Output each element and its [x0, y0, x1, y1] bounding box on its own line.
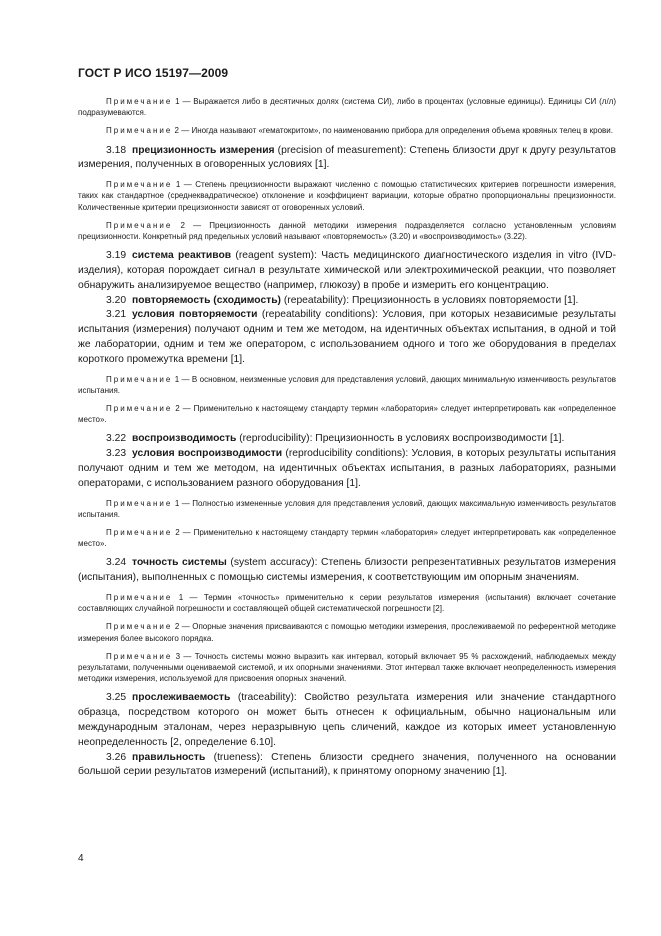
note-text: 2 — Иногда называют «гематокритом», по наименованию прибора для определения объема кровяных телец в крови.: [174, 126, 613, 136]
term-name: повторяемость (сходимость): [132, 294, 281, 306]
note-text: 1 — Степень прецизионности выражают численно с помощью статистических критериев погрешности измерения, таких как стандартное (среднеквадратическое) отклонение и коэффициент вариации, которые обратно пропорциональны прецизионности. Количественные критерии прецизионности зависят от оговоренных условий.: [78, 180, 616, 212]
note: [78, 125, 616, 136]
term-name: прослеживаемость: [132, 692, 231, 704]
note-label: Примечание: [106, 651, 173, 661]
term-name: прецизионность измерения: [132, 144, 275, 156]
term-number: 3.20: [106, 294, 127, 306]
note-label: Примечание: [106, 220, 173, 230]
term-definition: [78, 432, 616, 447]
term-definition: [78, 447, 616, 491]
note-label: Примечание: [106, 593, 173, 602]
term-name: воспроизводимость: [132, 433, 237, 445]
term-number: 3.24: [106, 557, 127, 569]
term-text: (reproducibility conditions): Условия, в которых результаты испытания получают одним и тем же методом, на идентичных объектах испытания, в разных лабораториях, разными операторами, с использованием разного оборудования [1].: [78, 448, 616, 489]
note-text: 2 — Применительно к настоящему стандарту термин «лаборатория» следует интерпретировать как «определенное место».: [78, 528, 616, 549]
term-definition: [78, 249, 616, 293]
term-definition: [78, 691, 616, 750]
term-text: (trueness): Степень близости среднего значения, полученного на основании большой серии результатов измерений (испытаний), к принятому опорному значению [1].: [78, 751, 616, 778]
term-name: система реактивов: [132, 250, 232, 262]
note: [78, 621, 616, 643]
term-number: 3.22: [106, 433, 127, 445]
note: [78, 498, 616, 520]
term-number: 3.25: [106, 692, 127, 704]
document-header: ГОСТ Р ИСО 15197—2009: [78, 66, 229, 80]
term-definition: [78, 144, 616, 174]
note: [78, 220, 616, 242]
note-label: Примечание: [106, 126, 173, 136]
note: [78, 403, 616, 425]
note-text: 2 — Применительно к настоящему стандарту термин «лаборатория» следует интерпретировать как «определенное место».: [78, 404, 616, 425]
note-text: 1 — Выражается либо в десятичных долях (система СИ), либо в процентах (условные единицы). Единицы СИ (л/л) подразумеваются.: [78, 97, 616, 118]
note-text: 2 — Опорные значения присваиваются с помощью методики измерения, прослеживаемой по референтной методике измерения более высокого порядка.: [78, 622, 616, 643]
note: [78, 592, 616, 614]
term-number: 3.21: [106, 309, 127, 321]
term-definition: [78, 294, 616, 309]
note-text: 3 — Точность системы можно выразить как интервал, который включает 95 % расхождений, наблюдаемых между результатами, полученными оцениваемой системой, и их опорными значениями. Этот интервал также включает неопределенность измерения методики измерения, используемой для присвоения опорных значений.: [78, 651, 616, 684]
note-label: Примечание: [106, 404, 173, 413]
document-body: [78, 96, 616, 786]
term-name: правильность: [132, 751, 206, 763]
page-number: 4: [78, 853, 84, 864]
note-label: Примечание: [106, 498, 173, 508]
term-name: условия воспроизводимости: [132, 448, 283, 460]
term-text: (reagent system): Часть медицинского диагностического изделия in vitro (IVD-изделия), которая порождает сигнал в результате химической или электрохимической реакции, что позволяет обнаружить анализируемое вещество (например, глюкозу) в пробе и измерить его концентрацию.: [78, 250, 616, 291]
term-text: (reproducibility): Прецизионность в условиях воспроизводимости [1].: [239, 433, 565, 445]
term-text: (traceability): Свойство результата измерения или значение стандартного образца, посредством которого он может быть отнесен к официальным, обычно национальным или международным эталонам, через неразрывную цепь сличений, каждое из которых имеет установленную неопределенность [2, определение 6.10].: [78, 692, 616, 748]
note-label: Примечание: [106, 180, 173, 190]
note-text: 1 — Термин «точность» применительно к серии результатов измерения (испытания) включает сочетание составляющих случайной погрешности и составляющей общей систематической погрешности [2].: [78, 593, 616, 614]
note-label: Примечание: [106, 97, 173, 106]
term-definition: [78, 751, 616, 781]
term-number: 3.26: [106, 751, 127, 763]
term-definition: [78, 308, 616, 367]
term-number: 3.18: [106, 144, 127, 156]
term-definition: [78, 556, 616, 586]
note-text: 2 — Прецизионность данной методики измерения подразделяется согласно установленным условиям прецизионности. Конкретный ряд предельных условий называют «повторяемость» (3.20) и «воспроизводимость» (3.22).: [78, 220, 616, 242]
note: [78, 96, 616, 118]
term-text: (system accuracy): Степень близости репрезентативных результатов измерения (испытания), выполненных с помощью системы измерения, к соответствующим им опорным значениям.: [78, 557, 616, 584]
note: [78, 651, 616, 685]
note-label: Примечание: [106, 622, 173, 632]
term-number: 3.19: [106, 250, 127, 262]
note: [78, 374, 616, 396]
term-name: точность системы: [132, 557, 227, 569]
note-text: 1 — Полностью измененные условия для представления условий, дающих максимальную изменчивость результатов испытания.: [78, 498, 616, 519]
term-number: 3.23: [106, 448, 127, 460]
term-name: условия повторяемости: [132, 309, 258, 321]
term-text: (repeatability conditions): Условия, при которых независимые результаты испытания (измерения) получают одним и тем же методом, на идентичных объектах испытания, в одной и той же лаборатории, одним и тем же оператором, с использованием одного и того же оборудования в пределах короткого промежутка времени [1].: [78, 309, 616, 365]
term-text: (repeatability): Прецизионность в условиях повторяемости [1].: [283, 294, 579, 306]
note-label: Примечание: [106, 374, 173, 384]
term-text: (precision of measurement): Степень близости друг к другу результатов измерения, полученных в оговоренных условиях [1].: [78, 144, 616, 171]
note-label: Примечание: [106, 528, 173, 537]
note-text: 1 — В основном, неизменные условия для представления условий, дающих минимальную изменчивость результатов испытания.: [78, 374, 616, 395]
note: [78, 527, 616, 549]
note: [78, 179, 616, 213]
